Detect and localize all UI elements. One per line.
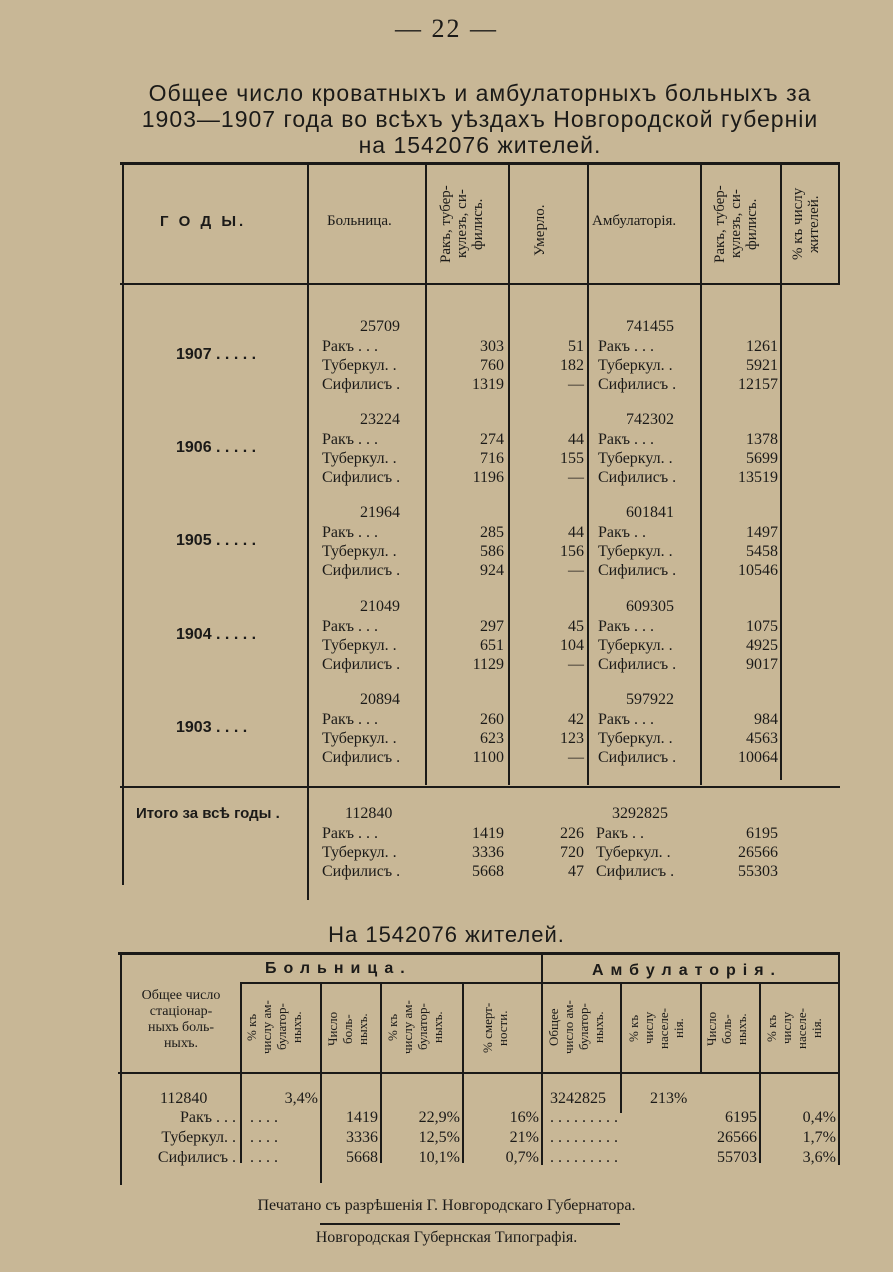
year-label: 1905 . . . . . — [176, 532, 257, 549]
h-pct-value: 3,4% — [284, 1090, 318, 1107]
hosp-disease-label: Туберкул. . — [322, 357, 397, 374]
hosp-disease-value: 1100 — [472, 749, 504, 766]
hosp-disease-label: Туберкул. . — [322, 730, 397, 747]
page-title — [100, 80, 860, 158]
amb-disease-value: 1378 — [746, 431, 778, 448]
printer-name: Новгородская Губернская Типографія. — [315, 1229, 578, 1246]
hosp-disease-label: Сифилисъ . — [322, 749, 401, 766]
amb-disease-label: Туберкул. . — [598, 637, 673, 654]
footer-rule — [320, 1223, 620, 1225]
hosp-disease-value: 285 — [480, 524, 504, 541]
hosp-disease-value: 924 — [480, 562, 504, 579]
hosp-disease-label: Туберкул. . — [322, 844, 397, 861]
amb-disease-value: 10546 — [738, 562, 778, 579]
count-value: 1419 — [346, 1109, 378, 1126]
a-count-value: 26566 — [717, 1129, 757, 1146]
died-value: — — [568, 656, 584, 673]
hosp-disease-value: 586 — [480, 543, 504, 560]
year-label: 1906 . . . . . — [176, 439, 257, 456]
hosp-disease-label: Туберкул. . — [322, 637, 397, 654]
header-died: Умерло. — [532, 204, 548, 256]
year-block — [0, 502, 893, 594]
amb-disease-label: Сифилисъ . — [598, 749, 677, 766]
amb-disease-label: Ракъ . . . — [598, 618, 655, 635]
hosp-disease-label: Ракъ . . . — [322, 618, 379, 635]
hosp-disease-label: Сифилисъ . — [322, 656, 401, 673]
pct-value: 22,9% — [418, 1109, 460, 1126]
year-block — [0, 596, 893, 688]
year-label: 1903 . . . . — [176, 719, 248, 736]
hosp-disease-label: Ракъ . . . — [322, 711, 379, 728]
amb-disease-label: Сифилисъ . — [596, 863, 675, 880]
table2-row — [0, 1149, 893, 1169]
amb-disease-value: 55303 — [738, 863, 778, 880]
hosp-disease-value: 651 — [480, 637, 504, 654]
died-value: 123 — [560, 730, 584, 747]
hosp-disease-value: 303 — [480, 338, 504, 355]
pct-value: 10,1% — [418, 1149, 460, 1166]
amb-disease-value: 984 — [754, 711, 778, 728]
amb-disease-value: 1075 — [746, 618, 778, 635]
mortality-value: 0,7% — [505, 1149, 539, 1166]
hosp-disease-value: 623 — [480, 730, 504, 747]
hosp-disease-label: Сифилисъ . — [322, 562, 401, 579]
a-total-value: 3242825 — [550, 1090, 606, 1107]
table2-row — [0, 1129, 893, 1149]
hospital-total: 21964 — [360, 504, 400, 521]
page-number: — 22 — — [395, 14, 498, 43]
amb-disease-value: 26566 — [738, 844, 778, 861]
hosp-disease-value: 297 — [480, 618, 504, 635]
hosp-disease-label: Ракъ . . . — [322, 825, 379, 842]
header-hosp-diseases: Ракъ, тубер- кулезъ, си- филисъ. — [438, 185, 486, 263]
dot-leader: . . . . — [250, 1109, 278, 1126]
mortality-value: 16% — [509, 1109, 539, 1126]
a-count-value: 6195 — [725, 1109, 757, 1126]
amb-disease-value: 6195 — [746, 825, 778, 842]
table2-col-divider — [620, 983, 622, 1113]
died-value: — — [568, 469, 584, 486]
amb-disease-value: 12157 — [738, 376, 778, 393]
a-pct-value: 0,4% — [802, 1109, 836, 1126]
dot-leader: . . . . . . . . . — [550, 1109, 618, 1126]
dot-leader: . . . . . . . . . — [550, 1129, 618, 1146]
title-line-1: Общее число кроватныхъ и амбулаторныхъ больныхъ за — [148, 80, 812, 106]
table2-top-rule — [118, 952, 840, 955]
header-a-pct-pop2: % къ числу населе- нія. — [764, 1007, 824, 1049]
count-value: 3336 — [346, 1129, 378, 1146]
mortality-value: 21% — [509, 1129, 539, 1146]
amb-disease-label: Туберкул. . — [598, 450, 673, 467]
hospital-total: 23224 — [360, 411, 400, 428]
table2-header-rule — [118, 1072, 840, 1074]
hosp-disease-label: Ракъ . . . — [322, 431, 379, 448]
table1-top-rule — [120, 162, 840, 165]
header-a-count: Число боль- ныхъ. — [704, 1011, 749, 1047]
amb-disease-label: Туберкул. . — [598, 730, 673, 747]
count-value: 5668 — [346, 1149, 378, 1166]
header-h-count: Число боль- ныхъ. — [325, 1011, 370, 1047]
hospital-total: 25709 — [360, 318, 400, 335]
died-value: 51 — [568, 338, 584, 355]
hosp-disease-label: Туберкул. . — [322, 543, 397, 560]
table2-row — [0, 1109, 893, 1129]
hosp-disease-value: 716 — [480, 450, 504, 467]
ambulatory-total: 601841 — [626, 504, 674, 521]
dot-leader: . . . . . . . . . — [550, 1149, 618, 1166]
table2-col-divider — [700, 983, 702, 1073]
hospital-total: 21049 — [360, 598, 400, 615]
hosp-disease-value: 1419 — [472, 825, 504, 842]
died-value: 42 — [568, 711, 584, 728]
title-line-3: на 1542076 жителей. — [358, 132, 602, 158]
amb-disease-value: 5699 — [746, 450, 778, 467]
header-ambulatory: Амбулаторія. — [592, 213, 677, 229]
amb-disease-label: Ракъ . . — [596, 825, 645, 842]
a-pct-value: 1,7% — [802, 1129, 836, 1146]
amb-disease-label: Туберкул. . — [598, 543, 673, 560]
amb-disease-value: 4925 — [746, 637, 778, 654]
ambulatory-total: 742302 — [626, 411, 674, 428]
disease-label: Сифилисъ . — [157, 1149, 236, 1166]
total-label: Итого за всѣ годы . — [136, 805, 280, 822]
amb-disease-label: Сифилисъ . — [598, 376, 677, 393]
hosp-disease-label: Сифилисъ . — [322, 863, 401, 880]
amb-disease-label: Сифилисъ . — [598, 656, 677, 673]
amb-disease-label: Ракъ . . . — [598, 338, 655, 355]
print-permission: Печатано съ разрѣшенія Г. Новгородскаго Губернатора. — [257, 1197, 636, 1214]
amb-disease-label: Туберкул. . — [596, 844, 671, 861]
total-block — [0, 803, 893, 895]
hosp-disease-label: Туберкул. . — [322, 450, 397, 467]
amb-disease-value: 13519 — [738, 469, 778, 486]
hospital-total: 20894 — [360, 691, 400, 708]
died-value: — — [568, 749, 584, 766]
died-value: 182 — [560, 357, 584, 374]
hosp-disease-label: Сифилисъ . — [322, 469, 401, 486]
header-h-total: Общее число стаціонар- ныхъ боль- ныхъ. — [141, 988, 221, 1051]
died-value: 104 — [560, 637, 584, 654]
year-label: 1904 . . . . . — [176, 626, 257, 643]
died-value: 155 — [560, 450, 584, 467]
hosp-disease-value: 3336 — [472, 844, 504, 861]
title-line-2: 1903—1907 года во всѣхъ уѣздахъ Новгородской губерніи — [141, 106, 819, 132]
amb-disease-value: 9017 — [746, 656, 778, 673]
header-h-mortality: % смерт- ности. — [480, 1002, 510, 1054]
died-value: 720 — [560, 844, 584, 861]
hosp-disease-value: 5668 — [472, 863, 504, 880]
hosp-disease-value: 760 — [480, 357, 504, 374]
died-value: 226 — [560, 825, 584, 842]
amb-disease-value: 5458 — [746, 543, 778, 560]
a-pct-value: 3,6% — [802, 1149, 836, 1166]
amb-disease-value: 1497 — [746, 524, 778, 541]
pct-value: 12,5% — [418, 1129, 460, 1146]
year-block — [0, 409, 893, 501]
dot-leader: . . . . — [250, 1129, 278, 1146]
a-count-value: 55703 — [717, 1149, 757, 1166]
dot-leader: . . . . — [250, 1149, 278, 1166]
amb-disease-label: Сифилисъ . — [598, 562, 677, 579]
amb-disease-label: Ракъ . . . — [598, 431, 655, 448]
hosp-disease-value: 274 — [480, 431, 504, 448]
header-years: Г О Д Ы. — [160, 213, 247, 230]
amb-disease-label: Ракъ . . . — [598, 711, 655, 728]
hosp-disease-value: 1319 — [472, 376, 504, 393]
died-value: 44 — [568, 431, 584, 448]
header-a-total: Общее число ам- булатор- ныхъ. — [546, 1000, 606, 1054]
amb-disease-value: 5921 — [746, 357, 778, 374]
amb-disease-label: Туберкул. . — [598, 357, 673, 374]
ambulatory-total: 597922 — [626, 691, 674, 708]
ambulatory-total: 741455 — [626, 318, 674, 335]
died-value: — — [568, 562, 584, 579]
died-value: — — [568, 376, 584, 393]
table1-total-rule — [120, 786, 840, 788]
disease-label: Ракъ . . . — [179, 1109, 236, 1126]
ambulatory-total: 609305 — [626, 598, 674, 615]
header-amb-diseases: Ракъ, тубер- кулезъ, си- филисъ. — [712, 185, 760, 263]
header-h-pct-amb: % къ числу ам- булатор- ныхъ. — [244, 1000, 304, 1054]
year-block — [0, 316, 893, 408]
amb-disease-value: 1261 — [746, 338, 778, 355]
year-block — [0, 689, 893, 781]
header-h-pct-amb2: % къ числу ам- булатор- ныхъ. — [385, 1000, 445, 1054]
header-a-pct-pop: % къ числу населе- нія. — [626, 1007, 686, 1049]
header-percent: % къ числу жителей. — [790, 187, 822, 261]
amb-disease-label: Сифилисъ . — [598, 469, 677, 486]
hosp-disease-value: 260 — [480, 711, 504, 728]
h-total-value: 112840 — [160, 1090, 208, 1107]
died-value: 47 — [568, 863, 584, 880]
group-hospital: Больница. — [265, 960, 412, 977]
hosp-disease-label: Ракъ . . . — [322, 524, 379, 541]
header-hospital: Больница. — [327, 213, 392, 229]
hosp-disease-value: 1129 — [472, 656, 504, 673]
ambulatory-total: 3292825 — [612, 805, 668, 822]
amb-disease-value: 10064 — [738, 749, 778, 766]
died-value: 44 — [568, 524, 584, 541]
table1-header-rule — [120, 283, 840, 285]
year-label: 1907 . . . . . — [176, 346, 257, 363]
hospital-total: 112840 — [345, 805, 393, 822]
group-ambulatory: Амбулаторія. — [592, 962, 782, 979]
subtitle: На 1542076 жителей. — [328, 922, 565, 947]
amb-disease-label: Ракъ . . — [598, 524, 647, 541]
table1-right-border — [838, 165, 840, 285]
amb-disease-value: 4563 — [746, 730, 778, 747]
died-value: 45 — [568, 618, 584, 635]
disease-label: Туберкул. . — [161, 1129, 236, 1146]
table2-group-rule — [240, 982, 840, 984]
hosp-disease-label: Ракъ . . . — [322, 338, 379, 355]
hosp-disease-label: Сифилисъ . — [322, 376, 401, 393]
a-pct-value: 213% — [650, 1090, 688, 1107]
died-value: 156 — [560, 543, 584, 560]
hosp-disease-value: 1196 — [472, 469, 504, 486]
